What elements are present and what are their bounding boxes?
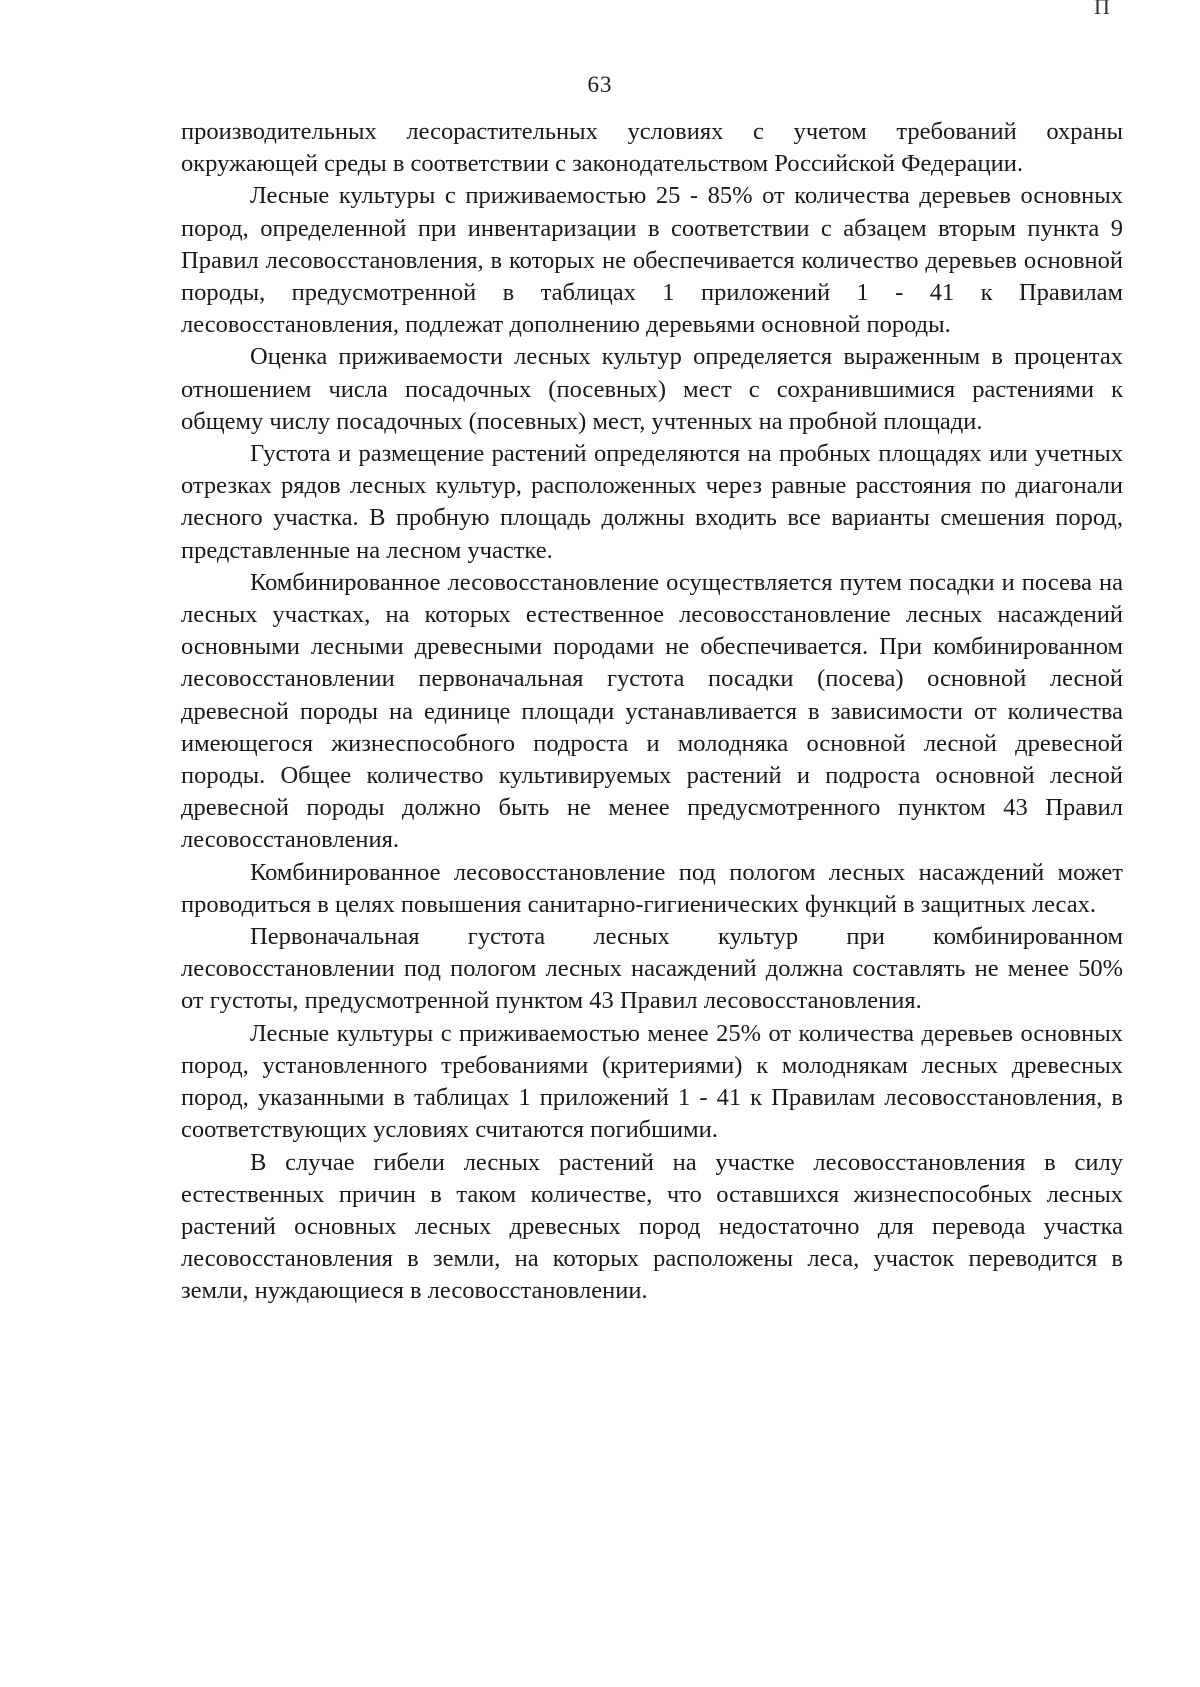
paragraph-survival-25-85: Лесные культуры с приживаемостью 25 - 85% от количества деревьев основных пород, определенной при инвентаризации в соответствии с абзацем вторым пункта 9 Правил лесовосстановления, в которых не обеспечивается количество деревьев основной породы, предусмотренной в таблицах 1 приложений 1 - 41 к Правилам лесовосстановления, подлежат дополнению деревьями основной породы. [181,182,1123,339]
paragraph-continuation: производительных лесорастительных условиях с учетом требований охраны окружающей среды в соответствии с законодательством Российской Федерации. [181,118,1123,178]
paragraph-under-canopy: Комбинированное лесовосстановление под пологом лесных насаждений может проводиться в целях повышения санитарно-гигиенических функций в защитных лесах. [181,858,1123,918]
page-number: 63 [587,72,613,97]
paragraph-initial-density: Первоначальная густота лесных культур при комбинированном лесовосстановлении под пологом лесных насаждений должна составлять не менее 50% от густоты, предусмотренной пунктом 43 Правил лесовосстановления. [181,923,1123,1015]
document-body [181,116,1123,1308]
paragraph-plant-death: В случае гибели лесных растений на участке лесовосстановления в силу естественных причин в таком количестве, что оставшихся жизнеспособных лесных растений основных лесных древесных пород недостаточно для перевода участка лесовосстановления в земли, на которых расположены леса, участок переводится в земли, нуждающиеся в лесовосстановлении. [181,1148,1123,1305]
paragraph-combined-reforestation: Комбинированное лесовосстановление осуществляется путем посадки и посева на лесных участках, на которых естественное лесовосстановление лесных насаждений основными лесными древесными породами не обеспечивается. При комбинированном лесовосстановлении первоначальная густота посадки (посева) основной лесной древесной породы на единице площади устанавливается в зависимости от количества имеющегося жизнеспособного подроста и молодняка основной лесной древесной породы. Общее количество культивируемых растений и подроста основной лесной древесной породы должно быть не менее предусмотренного пунктом 43 Правил лесовосстановления. [181,568,1123,854]
paragraph-survival-below-25: Лесные культуры с приживаемостью менее 25% от количества деревьев основных пород, установленного требованиями (критериями) к молоднякам лесных древесных пород, указанными в таблицах 1 приложений 1 - 41 к Правилам лесовосстановления, в соответствующих условиях считаются погибшими. [181,1019,1123,1144]
paragraph-density-placement: Густота и размещение растений определяются на пробных площадях или учетных отрезках рядов лесных культур, расположенных через равные расстояния по диагонали лесного участка. В пробную площадь должны входить все варианты смешения пород, представленные на лесном участке. [181,440,1123,564]
paragraph-survival-assessment: Оценка приживаемости лесных культур определяется выраженным в процентах отношением числа посадочных (посевных) мест с сохранившимися растениями к общему числу посадочных (посевных) мест, учтенных на пробной площади. [181,343,1123,435]
corner-mark: П [1094,0,1110,19]
